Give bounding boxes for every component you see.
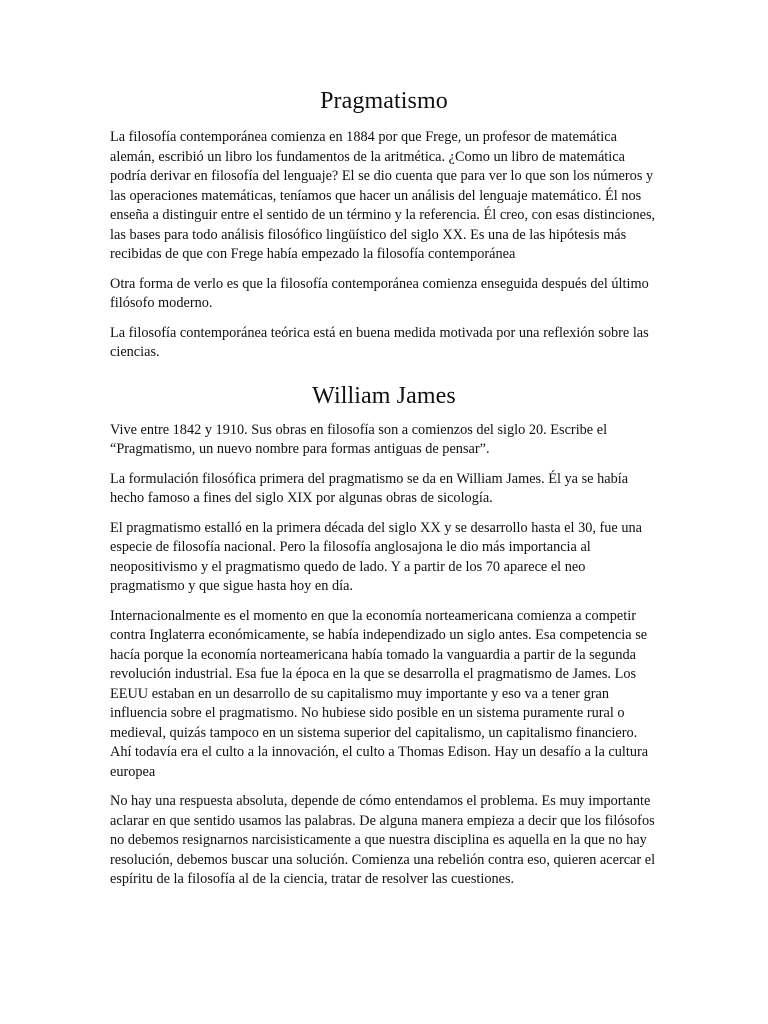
title-pragmatismo: Pragmatismo: [320, 88, 448, 114]
paragraph-ciencias: La filosofía contemporánea teórica está en buena medida motivada por una reflexión sobre las ciencias.: [110, 324, 649, 360]
paragraph-respuesta: No hay una respuesta absoluta, depende de cómo entendamos el problema. Es muy importante aclarar en que sentido usamos las palabras. De alguna manera empieza a decir que los filósofos no debemos resignarnos narcisisticamente a que nuestra disciplina es aquella en la que no hay resolución, debemos buscar una solución. Comienza una rebelión contra eso, quieren acercar el espíritu de la filosofía al de la ciencia, tratar de resolver las cuestiones.: [110, 793, 656, 887]
paragraph-formulacion: La formulación filosófica primera del pragmatismo se da en William James. Él ya se había hecho famoso a fines del siglo XIX por algunas obras de sicología.: [110, 470, 629, 506]
document-content: [110, 86, 658, 900]
paragraph-internacionalmente: Internacionalmente es el momento en que la economía norteamericana comienza a competir contra Inglaterra económicamente, se había independizado un siglo antes. Esa competencia se hacía porque la economía norteamericana había tomado la vanguardia a partir de la segunda revolución industrial. Esa fue la época en la que se desarrolla el pragmatismo de James. Los EEUU estaban en un desarrollo de su capitalismo muy importante y eso va a tener gran influencia sobre el pragmatismo. No hubiese sido posible en un sistema puramente rural o medieval, quizás tampoco en un sistema superior del capitalismo, un capitalismo financiero. Ahí todavía era el culto a la innovación, el culto a Thomas Edison. Hay un desafío a la cultura europea: [110, 607, 649, 780]
paragraph-frege: La filosofía contemporánea comienza en 1884 por que Frege, un profesor de matemática alemán, escribió un libro los fundamentos de la aritmética. ¿Como un libro de matemática podría derivar en filosofía del lenguaje? El se dio cuenta que para ver lo que son los números y las operaciones matemáticas, teníamos que hacer un análisis del lenguaje matemático. Él nos enseña a distinguir entre el sentido de un término y la referencia. Él creo, con esas distinciones, las bases para todo análisis filosófico lingüístico del siglo XX. Es una de las hipótesis más recibidas de que con Frege había empezado la filosofía contemporánea: [110, 129, 656, 262]
title-william-james: William James: [312, 382, 456, 409]
paragraph-otra-forma: Otra forma de verlo es que la filosofía contemporánea comienza enseguida después del último filósofo moderno.: [110, 275, 649, 311]
paragraph-estallo: El pragmatismo estalló en la primera década del siglo XX y se desarrollo hasta el 30, fue una especie de filosofía nacional. Pero la filosofía anglosajona le dio más importancia al neopositivismo y el pragmatismo quedo de lado. Y a partir de los 70 aparece el neo pragmatismo y que sigue hasta hoy en día.: [110, 519, 642, 594]
paragraph-vive: Vive entre 1842 y 1910. Sus obras en filosofía son a comienzos del siglo 20. Escribe el “Pragmatismo, un nuevo nombre para formas antiguas de pensar”.: [110, 421, 608, 457]
